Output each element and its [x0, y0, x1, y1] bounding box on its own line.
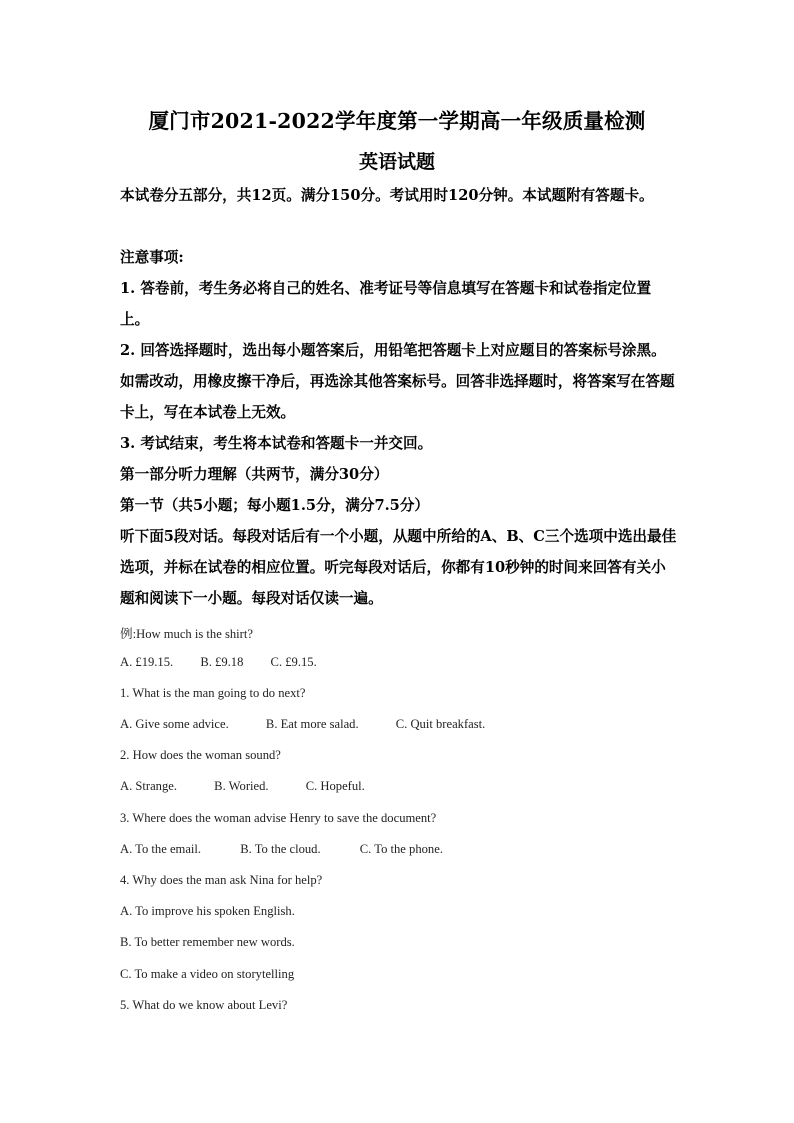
- option-c: C. £9.15.: [270, 655, 317, 669]
- question-1-options: [120, 717, 485, 732]
- question-4: 4. Why does the man ask Nina for help?: [120, 873, 323, 887]
- question-2-options: [120, 779, 365, 794]
- question-3-options: [120, 842, 443, 857]
- question-4-option-c: C. To make a video on storytelling: [120, 967, 295, 981]
- note-3: 3. 考试结束，考生将本试卷和答题卡一并交回。: [120, 435, 433, 452]
- example-options: [120, 655, 317, 670]
- note-1: 1. 答卷前，考生务必将自己的姓名、准考证号等信息填写在答题卡和试卷指定位置上。: [120, 280, 652, 328]
- question-2: 2. How does the woman sound?: [120, 748, 281, 762]
- question-4-option-b: B. To better remember new words.: [120, 935, 295, 949]
- option-b: B. Woried.: [214, 779, 269, 793]
- option-a: A. Strange.: [120, 779, 178, 793]
- option-c: C. Quit breakfast.: [395, 717, 486, 731]
- intro-text: 本试卷分五部分，共12页。满分150分。考试用时120分钟。本试题附有答题卡。: [120, 187, 654, 204]
- option-a: A. To the email.: [120, 842, 202, 856]
- exam-subtitle: 英语试题: [358, 151, 435, 173]
- note-2: 2. 回答选择题时，选出每小题答案后，用铅笔把答题卡上对应题目的答案标号涂黑。如需改动，用橡皮擦干净后，再选涂其他答案标号。回答非选择题时，将答案写在答题卡上，写在本试卷上无效。: [120, 342, 675, 421]
- option-b: B. Eat more salad.: [265, 717, 359, 731]
- option-b: B. £9.18: [200, 655, 244, 669]
- question-5: 5. What do we know about Levi?: [120, 998, 288, 1012]
- question-3: 3. Where does the woman advise Henry to save the document?: [120, 811, 437, 825]
- exam-title: 厦门市2021-2022学年度第一学期高一年级质量检测: [148, 109, 646, 133]
- option-a: A. Give some advice.: [120, 717, 229, 731]
- listening-instructions: 听下面5段对话。每段对话后有一个小题，从题中所给的A、B、C三个选项中选出最佳选项，并标在试卷的相应位置。听完每段对话后，你都有10秒钟的时间来回答有关小题和阅读下一小题。每段对话仅读一遍。: [120, 528, 677, 607]
- option-b: B. To the cloud.: [240, 842, 321, 856]
- question-1: 1. What is the man going to do next?: [120, 686, 306, 700]
- option-c: C. To the phone.: [359, 842, 443, 856]
- option-a: A. £19.15.: [120, 655, 174, 669]
- notes-heading: 注意事项:: [120, 249, 184, 266]
- section1-heading: 第一节（共5小题；每小题1.5分，满分7.5分）: [120, 497, 430, 514]
- part1-heading: 第一部分听力理解（共两节，满分30分）: [120, 466, 389, 483]
- example-question: 例:How much is the shirt?: [120, 627, 253, 641]
- option-c: C. Hopeful.: [305, 779, 365, 793]
- question-4-option-a: A. To improve his spoken English.: [120, 904, 295, 918]
